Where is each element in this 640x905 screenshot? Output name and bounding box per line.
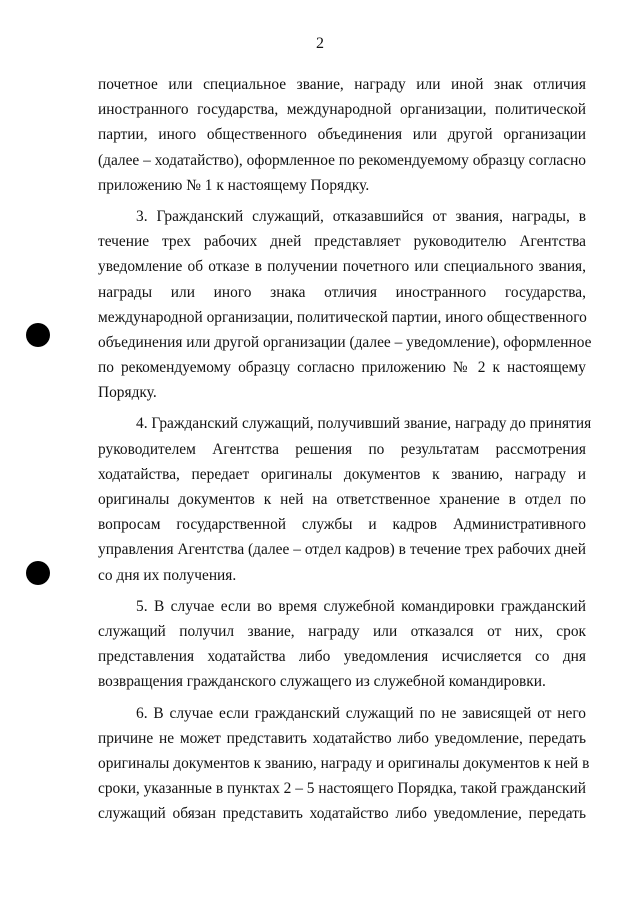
text-line: сроки, указанные в пунктах 2 – 5 настоящего Порядка, такой гражданский — [98, 780, 586, 798]
text-line: награды или иного знака отличия иностранного государства, — [98, 283, 586, 301]
text-line: вопросам государственной службы и кадров Административного — [98, 516, 586, 534]
text-line: (далее – ходатайство), оформленное по рекомендуемому образцу согласно — [98, 151, 586, 169]
text-line: 5. В случае если во время служебной командировки гражданский — [136, 597, 586, 615]
text-line: приложению № 1 к настоящему Порядку. — [98, 176, 370, 194]
text-line: течение трех рабочих дней представляет руководителю Агентства — [98, 233, 586, 251]
paragraph-item-5 — [98, 594, 586, 695]
text-line: иностранного государства, международной организации, политической — [98, 101, 586, 119]
punch-hole-mark — [26, 323, 50, 347]
paragraph-item-4 — [98, 411, 592, 587]
text-line: международной организации, политической партии, иного общественного — [98, 308, 587, 326]
text-line: служащий обязан представить ходатайство либо уведомление, передать — [98, 805, 586, 823]
paragraph-item-6 — [98, 701, 590, 827]
text-line: ходатайства, передает оригиналы документов к званию, награду и — [98, 465, 586, 483]
text-line: оригиналы документов к званию, награду и оригиналы документов к ней в — [98, 754, 590, 772]
text-line: оригиналы документов к ней на ответственное хранение в отдел по — [98, 491, 586, 508]
text-line: уведомление об отказе в получении почетного или специального звания, — [98, 258, 586, 276]
text-line: партии, иного общественного объединения или другой организации — [98, 126, 586, 144]
text-line: 6. В случае если гражданский служащий по не зависящей от него — [136, 704, 586, 722]
text-line: 4. Гражданский служащий, получивший звание, награду до принятия — [136, 415, 592, 433]
text-line: представления ходатайства либо уведомления исчисляется со дня — [98, 648, 586, 666]
punch-hole-mark — [26, 561, 50, 585]
page-number: 2 — [316, 35, 324, 52]
text-line: Порядку. — [98, 384, 157, 402]
text-line: со дня их получения. — [98, 566, 237, 584]
document-body — [98, 72, 592, 826]
text-line: 3. Гражданский служащий, отказавшийся от звания, награды, в — [136, 207, 586, 225]
text-line: возвращения гражданского служащего из служебной командировки. — [98, 673, 546, 691]
paragraph-continuation — [98, 72, 586, 198]
text-line: служащий получил звание, награду или отказался от них, срок — [98, 622, 586, 640]
text-line: руководителем Агентства решения по результатам рассмотрения — [98, 440, 586, 458]
paragraph-item-3 — [98, 204, 592, 406]
text-line: по рекомендуемому образцу согласно приложению № 2 к настоящему — [98, 359, 586, 377]
text-line: почетное или специальное звание, награду или иной знак отличия — [98, 76, 586, 93]
text-line: причине не может представить ходатайство либо уведомление, передать — [98, 729, 586, 747]
text-line: объединения или другой организации (далее – уведомление), оформленное — [98, 333, 592, 351]
text-line: управления Агентства (далее – отдел кадров) в течение трех рабочих дней — [98, 541, 586, 559]
